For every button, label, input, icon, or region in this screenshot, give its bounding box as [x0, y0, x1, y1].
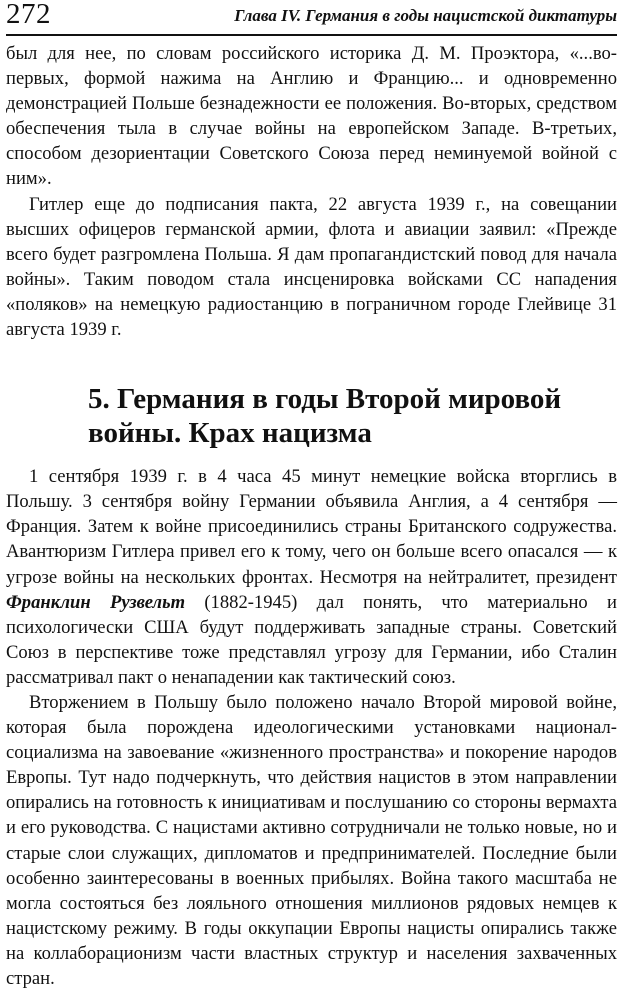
- paragraph-continuation: был для нее, по словам российского историка Д. М. Проэктора, «...во-первых, формой нажима на Англию и Францию... и одновременно демонстрацией Польше безнадежности ее положения. Во-вторых, средством обеспечения тыла в случае войны на европейском Западе. В-третьих, способом дезориентации Советского Союза перед неминуемой войной с ним».: [6, 43, 617, 190]
- paragraph-invasion-text-after: (1882-1945) дал понять, что материально и психологически США будут поддерживать западные страны. Советский Союз в перспективе тоже представлял угрозу для Германии, ибо Сталин рассматривал пакт о ненападении как тактический союз.: [6, 591, 617, 688]
- person-name-roosevelt: Франклин Рузвельт: [6, 591, 186, 613]
- page-number: 272: [6, 0, 51, 30]
- paragraph-hitler-quote: Гитлер еще до подписания пакта, 22 августа 1939 г., на совещании высших офицеров германской армии, флота и авиации заявил: «Прежде всего будет разгромлена Польша. Я дам пропагандистский повод для начала войны». Таким поводом стала инсценировка войсками СС нападения «поляков» на немецкую радиостанцию в пограничном городе Глейвице 31 августа 1939 г.: [6, 193, 617, 341]
- paragraph-war-origins: Вторжением в Польшу было положено начало Второй мировой войне, которая была порождена идеологическими установками национал-социализма на завоевание «жизненного пространства» и покорение народов Европы. Тут надо подчеркнуть, что действия нацистов в этом направлении опирались на готовность к инициативам и послушанию со стороны вермахта и его руководства. С нацистами активно сотрудничали не только новые, но и старые слои служащих, дипломатов и предпринимателей. Последние были особенно заинтересованы в военных прибылях. Война такого масштаба не могла состояться без лояльного отношения миллионов рядовых немцев к нацистскому режиму. В годы оккупации Европы нацисты опирались также на коллаборационизм части властных структур и населения захваченных стран.: [6, 691, 617, 989]
- running-head: Глава IV. Германия в годы нацистской диктатуры: [234, 6, 617, 25]
- section-title: 5. Германия в годы Второй мировой войны. Крах нацизма: [88, 383, 562, 450]
- paragraph-invasion: [6, 464, 617, 690]
- page-header: [6, 0, 617, 34]
- paragraph-invasion-text-before: 1 сентября 1939 г. в 4 часа 45 минут немецкие войска вторглись в Польшу. 3 сентября войну Германии объявила Англия, а 4 сентября — Франция. Затем к войне присоединились страны Британского содружества. Авантюризм Гитлера привел его к тому, чего он больше всего опасался — к угрозе войны на нескольких фронтах. Несмотря на нейтралитет, президент: [6, 466, 617, 588]
- page-body: [6, 41, 617, 991]
- header-rule: [6, 34, 617, 36]
